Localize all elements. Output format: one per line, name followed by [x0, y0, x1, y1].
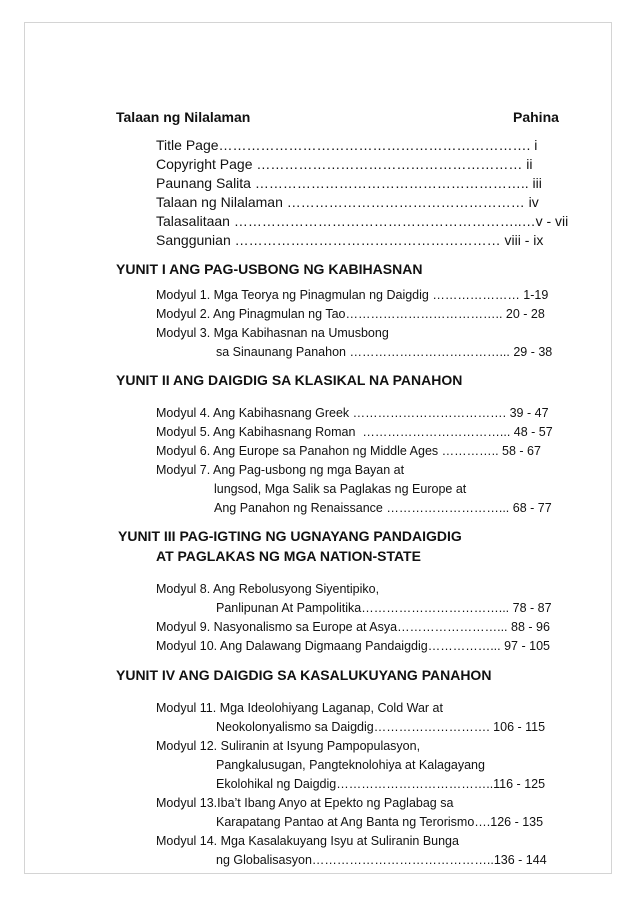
toc-entry-module: Modyul 14. Mga Kasalakuyang Isyu at Suliranin Bunga: [156, 834, 459, 848]
toc-entry-front: Paunang Salita ………………………………………………….. iii: [156, 175, 542, 191]
toc-entry-module-cont: lungsod, Mga Salik sa Paglakas ng Europe at: [214, 482, 467, 496]
toc-entry-module-cont: ng Globalisasyon……………………………………..136 - 144: [216, 853, 547, 867]
toc-entry-module-cont: Pangkalusugan, Pangteknolohiya at Kalagayang: [216, 758, 485, 772]
toc-entry-module-cont: sa Sinaunang Panahon ………………………………... 29 - 38: [216, 345, 553, 359]
page-column-label: Pahina: [513, 109, 559, 125]
toc-entry-module-cont: Karapatang Pantao at Ang Banta ng Terorismo….126 - 135: [216, 815, 544, 829]
toc-entry-front: Sanggunian ………………………………………………… viii - ix: [156, 232, 544, 248]
toc-entry-module: Modyul 13.Iba’t Ibang Anyo at Epekto ng Paglabag sa: [156, 796, 454, 810]
toc-entry-module-cont: Ang Panahon ng Renaissance ………………………... 68 - 77: [214, 501, 552, 515]
toc-entry-module: Modyul 2. Ang Pinagmulan ng Tao……………………………….. 20 - 28: [156, 307, 545, 321]
unit-heading: YUNIT I ANG PAG-USBONG NG KABIHASNAN: [116, 261, 423, 277]
toc-entry-module-cont: Ekolohikal ng Daigdig………………………………..116 - 125: [216, 777, 546, 791]
toc-entry-module: Modyul 9. Nasyonalismo sa Europe at Asya……………………... 88 - 96: [156, 620, 550, 634]
unit-heading: YUNIT II ANG DAIGDIG SA KLASIKAL NA PANAHON: [116, 372, 463, 388]
toc-entry-module: Modyul 5. Ang Kabihasnang Roman ……………………………... 48 - 57: [156, 425, 553, 439]
unit-heading-cont: AT PAGLAKAS NG MGA NATION-STATE: [156, 548, 421, 564]
toc-entry-module-cont: Panlipunan At Pampolitika……………………………... 78 - 87: [216, 601, 552, 615]
unit-heading: YUNIT IV ANG DAIGDIG SA KASALUKUYANG PANAHON: [116, 667, 492, 683]
toc-entry-module: Modyul 12. Suliranin at Isyung Pampopulasyon,: [156, 739, 421, 753]
toc-entry-module: Modyul 6. Ang Europe sa Panahon ng Middle Ages ………….. 58 - 67: [156, 444, 541, 458]
unit-heading: YUNIT III PAG-IGTING NG UGNAYANG PANDAIGDIG: [118, 528, 462, 544]
toc-title: Talaan ng Nilalaman: [116, 109, 251, 125]
toc-entry-module: Modyul 3. Mga Kabihasnan na Umusbong: [156, 326, 389, 340]
toc-entry-module-cont: Neokolonyalismo sa Daigdig………………………. 106 - 115: [216, 720, 546, 734]
toc-entry-module: Modyul 4. Ang Kabihasnang Greek ………………………………. 39 - 47: [156, 406, 549, 420]
toc-entry-module: Modyul 10. Ang Dalawang Digmaang Pandaigdig……………... 97 - 105: [156, 639, 550, 653]
toc-entry-front: Talaan ng Nilalaman …………………………………………… iv: [156, 194, 539, 210]
toc-entry-module: Modyul 7. Ang Pag-usbong ng mga Bayan at: [156, 463, 405, 477]
toc-entry-module: Modyul 11. Mga Ideolohiyang Laganap, Cold War at: [156, 701, 443, 715]
toc-entry-front: Title Page…………………………………………………………. i: [156, 137, 538, 153]
toc-entry-front: Copyright Page ………………………………………………… ii: [156, 156, 533, 172]
toc-entry-module: Modyul 1. Mga Teorya ng Pinagmulan ng Daigdig ………………… 1-19: [156, 288, 549, 302]
toc-entry-module: Modyul 8. Ang Rebolusyong Siyentipiko,: [156, 582, 380, 596]
toc-entry-front: Talasalitaan ……………………………………………………..…v - vii: [156, 213, 569, 229]
